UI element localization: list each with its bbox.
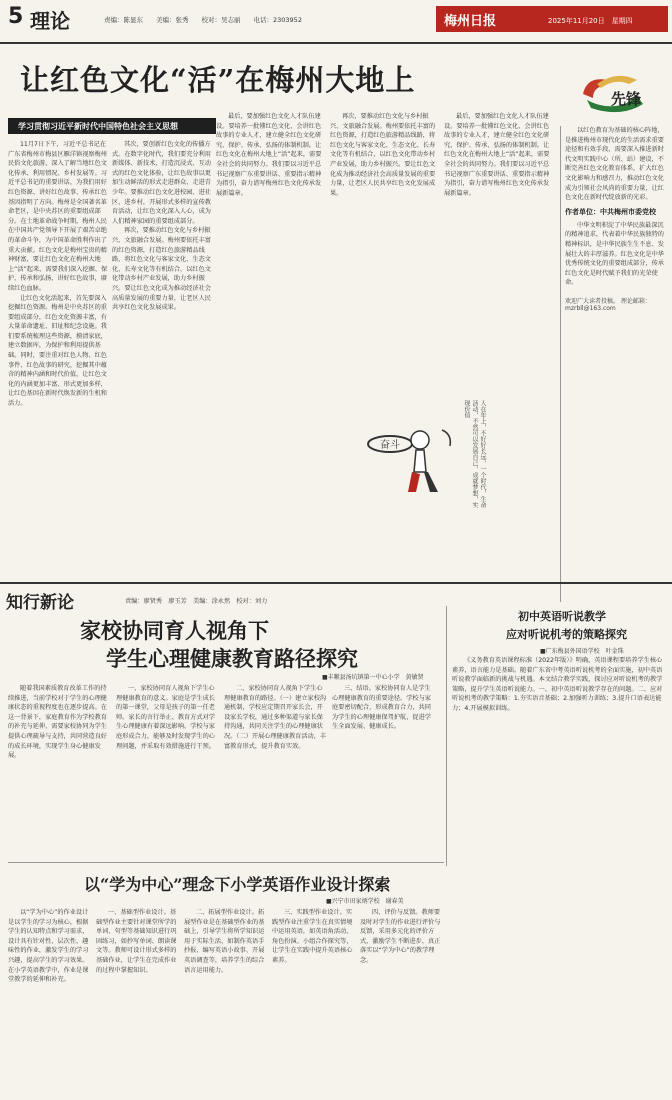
article1-col2-text: 让红色文化活起来，首先要深入挖掘红色资源。梅州是中央苏区的重要组成部分，红色文化资源丰富，有大量革命遗址、旧址和纪念设施。我们要系统梳理这些资源，摸清家底，建立数据库，为保护和利用提供基础。同时，要注重对红色人物、红色事件、红色故事的研究，挖掘其中蕴含的精神内涵和时代价值，让红色文化的内涵更加丰富、形式更加多样，让红色基因在新时代焕发新的生机和活力。 (8, 294, 107, 408)
section2-meta: 责编：廖贤秀 廖玉芳 美编：涂永然 校对：刘力 (125, 598, 268, 605)
article4-body1: 以“学为中心”的作业设计是以学生的学习为核心，根据学生的认知特点和学习需求，设计具有针对性、层次性、趣味性的作业，激发学生的学习兴趣，提高学生的学习效果。在小学英语教学中，作业是课堂教学的延伸和补充。 (8, 909, 89, 984)
sidebar-footer: 欢迎广大读者投稿。 理论邮箱：mzrbll@163.com (565, 297, 651, 312)
article2-col1 (8, 684, 112, 854)
section2-header (0, 582, 672, 606)
article4-col2 (96, 908, 180, 1096)
article4-body4: 三、实践型作业设计。实践型作业注重学生在真实情境中运用英语，如英语角活动、角色扮演、小组合作探究等，让学生在实践中提升英语核心素养。 (272, 909, 353, 964)
article2-col3 (224, 684, 328, 854)
article4-headline: 以“学为中心”理念下小学英语作业设计探索 (84, 875, 391, 894)
article3-byline: ■广东梅县外国语学校 叶金珠 (540, 648, 624, 655)
page-meta: 责编：陈显东 美编：张秀 校对：吴志丽 电话：2303952 (104, 16, 302, 24)
badge-text: 先锋 (611, 90, 642, 108)
article1-col5b-text: 最后，要加强红色文化人才队伍建设。要培养一批懂红色文化、会讲红色故事的专业人才，建立健全红色文化研究、保护、传承、弘扬的体制机制。让红色文化在梅州大地上“活”起来，需要全社会的共同努力。我们要以习近平总书记视察广东重要讲话、重要指示精神为指引，奋力谱写梅州红色文化传承发展新篇章。 (444, 113, 550, 197)
newspaper-logo: 梅州日报 (444, 14, 497, 29)
svg-text:奋斗: 奋斗 (380, 440, 400, 451)
article1-col5 (444, 112, 554, 396)
article2-byline: ■丰顺县汤坑镇第一中心小学 黄敏贤 (322, 674, 424, 681)
article2-col4 (332, 684, 436, 854)
article4-col4 (272, 908, 356, 1096)
article2-body1: 随着我国素质教育改革工作的持续推进，当前学校对于学生的心理健康状态的重视程度也在逐步提高。在这一背景下，家庭教育作为学校教育的补充与延伸，需要家校协同为学生提供心理疏导与支持，共同营造良好的成长环境，实现学生身心健康发展。 (8, 685, 107, 760)
sidebar-body-text: 以红色教育为基础的核心阵地，是推进梅州市现代化的生活需求重要途径和有效手段，需要深入推进新时代文明实践中心（所、站）建设，不断完善红色文化教育体系，扩大红色文化影响力和感召力，推动红色文化成为引领社会风尚的重要力量，让红色文化在新时代绽放新的光彩。 (565, 127, 664, 202)
page-section: 理论 (30, 9, 70, 33)
article3-body-text: 《义务教育英语课程标准（2022年版）》明确，英语课程要培养学生核心素养，语言能力是基础。随着广东省中考英语听说机考的全面实施，初中英语听说教学面临新的挑战与机遇。本文结合教学实践，探讨应对听说机考的教学策略，提升学生英语听说能力。一、初中英语听说教学存在的问题。二、应对听说机考的教学策略：1.夯实语音基础；2.加强听力训练；3.提升口语表达能力；4.开展模拟训练。 (452, 657, 663, 712)
article1-col2 (112, 140, 212, 580)
article4-col3 (184, 908, 268, 1096)
main-headline: 让红色文化“活”在梅州大地上 (20, 63, 416, 97)
article4-byline: ■兴宁市田家炳学校 谢春美 (326, 898, 404, 905)
pioneer-badge-icon (577, 66, 652, 116)
issue-date: 2025年11月20日 星期四 (548, 17, 633, 25)
article3-headline-line2: 应对听说机考的策略探究 (506, 628, 627, 641)
article2-body3: 二、家校协同育人视角下学生心理健康教育的路径。（一）建立家校沟通机制，学校应定期召开家长会，开设家长学校，通过多种渠道与家长保持沟通，共同关注学生的心理健康状况。（二）开展心理健康教育活动，丰富教育形式，提升教育实效。 (224, 685, 327, 750)
article4-body3: 二、拓展型作业设计。拓展型作业是在基础型作业的基础上，引导学生将所学知识运用于实际生活，如制作英语手抄报、编写英语小故事、开展英语调查等，培养学生的综合语言运用能力。 (184, 909, 265, 974)
article4-body5: 四、评价与反馈。教师要及时对学生的作业进行评价与反馈，采用多元化的评价方式，激励学生不断进步，真正落实以“学为中心”的教学理念。 (360, 909, 441, 964)
article1-col4 (330, 112, 438, 396)
section2-title: 知行新论 (6, 593, 74, 613)
subtitle-text: 学习贯彻习近平新时代中国特色社会主义思想 (18, 122, 178, 131)
sidebar-body (561, 126, 665, 312)
article1-col1-text: 11月7日下午，习近平总书记在广东省梅州市梅县区雁洋镇视察梅州民俗文化旅游，深入了解当地红色文化传承、利用情况、乡村发展等。习近平总书记的重要讲话，为我们用好红色资源、讲好红色故事、传承红色基因指明了方向。梅州是全国著名革命老区，是中央苏区的重要组成部分。在土地革命战争时期，梅州人民在中国共产党领导下开展了艰苦卓绝的革命斗争，为中国革命胜利作出了重大贡献。红色文化是梅州宝贵的精神财富，要让红色文化在梅州大地上“活”起来，需要我们深入挖掘、保护、传承和弘扬，讲好红色故事，赓续红色血脉。 (8, 141, 108, 292)
article2-headline-line2: 学生心理健康教育路径探究 (106, 646, 358, 671)
article4-col5 (360, 908, 444, 1096)
article1-col3-text: 其次，要创新红色文化的传播方式。在数字化时代，我们要充分利用新媒体、新技术，打造沉浸式、互动式的红色文化体验，让红色故事以更加生动鲜活的形式走进群众、走进青少年。要推动红色文化进校园、进社区、进乡村，开展形式多样的宣传教育活动，让红色文化深入人心，成为人们精神家园的重要组成部分。 (112, 141, 211, 225)
sidebar-author: 作者单位：中共梅州市委党校 (565, 207, 656, 216)
article1-col4-text: 再次，要推动红色文化与乡村振兴、文旅融合发展。梅州要依托丰富的红色资源，打造红色旅游精品线路，将红色文化与客家文化、生态文化、长寿文化等有机结合，以红色文化带动乡村产业发展，助力乡村振兴。要让红色文化成为推动经济社会高质量发展的重要力量，让老区人民共享红色文化发展成果。 (112, 227, 211, 312)
article3-headline-line1: 初中英语听说教学 (518, 610, 606, 623)
article2-body4: 三、结语。家校协同育人是学生心理健康教育的重要途径。学校与家庭要密切配合，形成教育合力，共同为学生的心理健康保驾护航，促进学生全面发展、健康成长。 (332, 685, 431, 731)
page-number: 5 (8, 4, 24, 29)
bottom-divider (8, 862, 444, 863)
cartoon-illustration-icon (350, 400, 472, 500)
article2-col2 (116, 684, 220, 854)
article1-col3 (216, 112, 324, 580)
illustration-caption: 人在年上，不好好长远，一个时代，生命活动，不然可以发展自己，成就梦想，实现价值 (463, 400, 486, 508)
sidebar-body2-text: 中华文明积淀了中华民族最深沉的精神追求，代表着中华民族独特的精神标识，是中华民族生生不息、发展壮大的丰厚滋养。红色文化是中华优秀传统文化的重要组成部分，传承红色文化是时代赋予我们的光荣使命。 (565, 221, 664, 287)
article1-col4b-text: 再次，要推动红色文化与乡村振兴、文旅融合发展。梅州要依托丰富的红色资源，打造红色旅游精品线路，将红色文化与客家文化、生态文化、长寿文化等有机结合，以红色文化带动乡村产业发展，助力乡村振兴。要让红色文化成为推动经济社会高质量发展的重要力量，让老区人民共享红色文化发展成果。 (330, 113, 436, 197)
article4-body2: 一、基础型作业设计。基础型作业主要针对课堂所学的单词、句型等基础知识进行巩固练习，如抄写单词、朗读课文等。教师可设计形式多样的基础作业，让学生在完成作业的过程中掌握知识。 (96, 909, 177, 974)
sidebar-box (560, 126, 666, 602)
article2-headline-line1: 家校协同育人视角下 (80, 618, 269, 643)
article3-body (452, 656, 666, 1096)
article4-col1 (8, 908, 92, 1096)
article2-body2: 一、家校协同育人视角下学生心理健康教育的意义。家庭是学生成长的第一课堂，父母是孩子的第一任老师。家长的言行举止、教育方式对学生心理健康有着深远影响。学校与家庭形成合力，能够及时发现学生的心理问题，并采取有效措施进行干预。 (116, 685, 215, 750)
article1-col5-text: 最后，要加强红色文化人才队伍建设。要培养一批懂红色文化、会讲红色故事的专业人才，建立健全红色文化研究、保护、传承、弘扬的体制机制。让红色文化在梅州大地上“活”起来，需要全社会的共同努力。我们要以习近平总书记视察广东重要讲话、重要指示精神为指引，奋力谱写梅州红色文化传承发展新篇章。 (216, 113, 322, 197)
article1-col1 (8, 140, 108, 580)
column-divider (446, 606, 447, 866)
